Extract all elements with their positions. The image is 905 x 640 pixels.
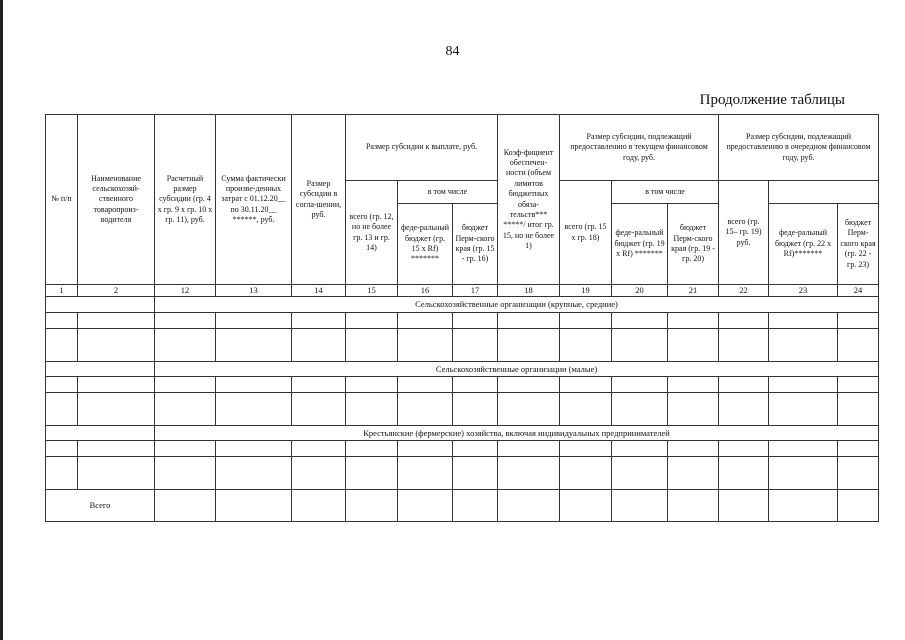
col-number: 18	[498, 285, 560, 297]
table-continuation-title: Продолжение таблицы	[699, 92, 845, 108]
col-number: 2	[78, 285, 155, 297]
scan-edge	[0, 0, 3, 640]
col-header-21: бюджет Перм-ского края (гр. 19 - гр. 20)	[668, 204, 719, 285]
col-header-16: феде-ральный бюджет (гр. 15 х Rf) *******	[398, 204, 453, 285]
col-header-23: феде-ральный бюджет (гр. 22 х Rf)*******	[769, 204, 838, 285]
col-number: 23	[769, 285, 838, 297]
section-row	[46, 426, 879, 441]
section-title: Сельскохозяйственные организации (крупные, средние)	[155, 297, 879, 313]
table-row	[46, 441, 879, 457]
col-number: 16	[398, 285, 453, 297]
col-header-2: Наименование сельскохозяй-ственного товаропроиз-водителя	[78, 115, 155, 285]
subgroup-current-incl: в том числе	[612, 181, 719, 204]
col-number: 12	[155, 285, 216, 297]
subgroup-next-blank	[769, 181, 879, 204]
section-left-cell	[46, 362, 155, 377]
col-header-19: всего (гр. 15 х гр. 18)	[560, 181, 612, 285]
col-number: 19	[560, 285, 612, 297]
subgroup-payout-incl: в том числе	[398, 181, 498, 204]
col-header-24: бюджет Перм-ского края (гр. 22 - гр. 23)	[838, 204, 879, 285]
group-header-next-year: Размер субсидии, подлежащий предоставлению в очередном финансовом году, руб.	[719, 115, 879, 181]
section-left-cell	[46, 426, 155, 441]
col-header-22: всего (гр. 15– гр. 19) руб.	[719, 181, 769, 285]
table-row	[46, 329, 879, 362]
col-number: 15	[346, 285, 398, 297]
table-row	[46, 457, 879, 490]
total-label: Всего	[46, 490, 155, 522]
col-header-18: Коэф-фициент обеспечен-ности (объем лимитов бюджетных обяза-тельств*** *****/ итог гр. 15, но не более 1)	[498, 115, 560, 285]
col-number: 22	[719, 285, 769, 297]
section-left-cell	[46, 297, 155, 313]
col-header-15: всего (гр. 12, но не более гр. 13 и гр. 14)	[346, 181, 398, 285]
col-number: 13	[216, 285, 292, 297]
col-number: 21	[668, 285, 719, 297]
col-number: 20	[612, 285, 668, 297]
column-numbers-row	[46, 285, 879, 297]
col-number: 17	[453, 285, 498, 297]
section-title: Крестьянские (фермерские) хозяйства, включая индивидуальных предпринимателей	[155, 426, 879, 441]
col-header-13: Сумма фактически произве-денных затрат с 01.12.20__ по 30.11.20__ ******, руб.	[216, 115, 292, 285]
table-row	[46, 313, 879, 329]
col-header-12: Расчетный размер субсидии (гр. 4 х гр. 9 х гр. 10 х гр. 11), руб.	[155, 115, 216, 285]
page-number: 84	[445, 44, 460, 59]
total-row	[46, 490, 879, 522]
subsidy-table	[45, 114, 879, 522]
table-row	[46, 377, 879, 393]
col-number: 24	[838, 285, 879, 297]
section-title: Сельскохозяйственные организации (малые)	[155, 362, 879, 377]
group-header-payout: Размер субсидии к выплате, руб.	[346, 115, 498, 181]
col-header-14: Размер субсидии в согла-шении, руб.	[292, 115, 346, 285]
section-row	[46, 297, 879, 313]
col-header-20: феде-ральный бюджет (гр. 19 х Rf) *******	[612, 204, 668, 285]
col-header-17: бюджет Перм-ского края (гр. 15 - гр. 16)	[453, 204, 498, 285]
section-row	[46, 362, 879, 377]
col-header-1: № п/п	[46, 115, 78, 285]
table-row	[46, 393, 879, 426]
group-header-current-year: Размер субсидии, подлежащий предоставлению в текущем финансовом году, руб.	[560, 115, 719, 181]
col-number: 14	[292, 285, 346, 297]
col-number: 1	[46, 285, 78, 297]
header-row-1	[46, 115, 879, 181]
